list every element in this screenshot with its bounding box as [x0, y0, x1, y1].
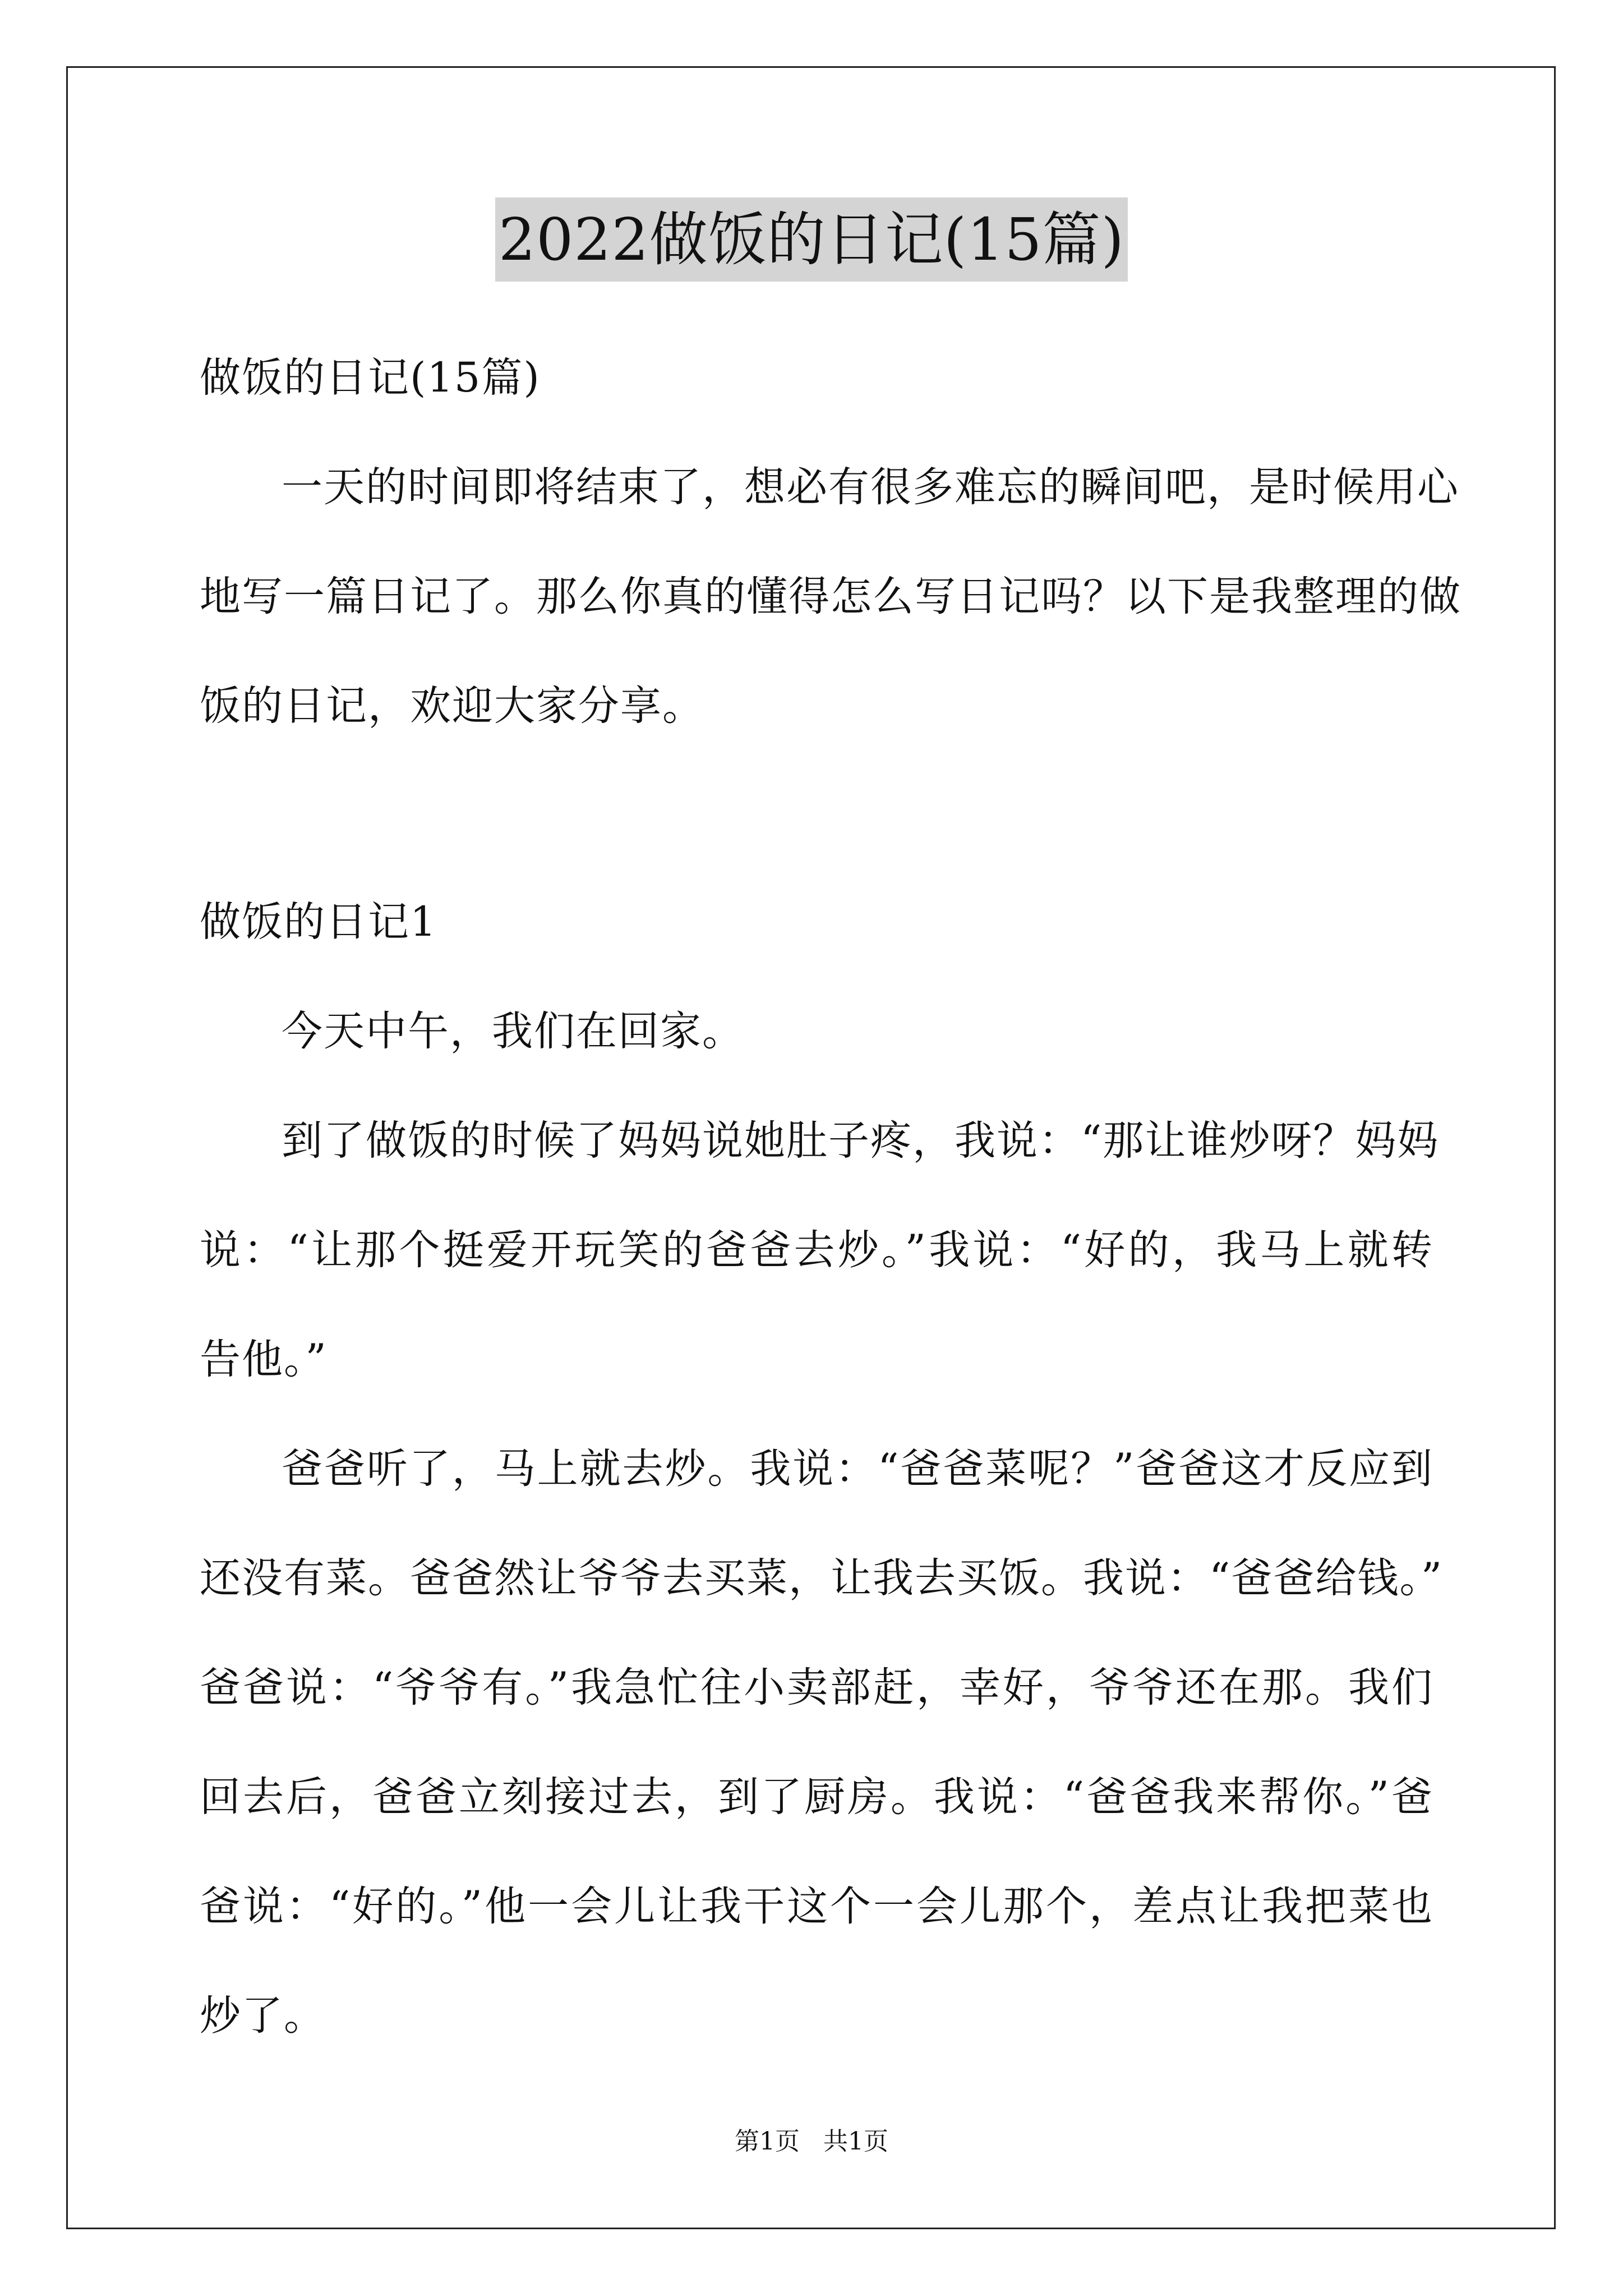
- title-wrapper: [0, 197, 1623, 282]
- text-line-content: 做饭的日记(15篇): [200, 354, 541, 402]
- text-line: [200, 1211, 1456, 1320]
- document-body: [200, 339, 1461, 2086]
- text-line-content: 炒了。: [200, 1992, 326, 2040]
- text-line-content: 爸爸说：“爷爷有。”我急忙往小卖部赶，幸好，爷爷还在那。我们: [200, 1664, 1433, 1711]
- text-line-content: 做饭的日记1: [200, 898, 437, 946]
- text-line-content: 回去后，爸爸立刻接过去，到了厨房。我说：“爸爸我来帮你。”爸: [200, 1773, 1433, 1821]
- text-line: [200, 1539, 1456, 1649]
- text-line: [200, 1320, 1456, 1430]
- text-line: [200, 1758, 1456, 1867]
- text-line-content: 到了做饭的时候了妈妈说她肚子疼，我说：“那让谁炒呀？妈妈: [282, 1117, 1440, 1165]
- text-line: [200, 667, 1456, 883]
- text-line: [200, 992, 1456, 1102]
- text-line: [200, 339, 1456, 448]
- page-footer: 第1页 共1页: [735, 2127, 888, 2156]
- text-line-content: 一天的时间即将结束了，想必有很多难忘的瞬间吧，是时候用心: [282, 463, 1459, 511]
- text-line-content: 告他。”: [200, 1336, 328, 1383]
- text-line: [200, 1430, 1456, 1539]
- text-line: [200, 1649, 1456, 1758]
- text-line: [200, 558, 1461, 667]
- text-line-content: 说：“让那个挺爱开玩笑的爸爸去炒。”我说：“好的，我马上就转: [200, 1226, 1433, 1274]
- text-line: [200, 1977, 1456, 2086]
- text-line-content: 还没有菜。爸爸然让爷爷去买菜，让我去买饭。我说：“爸爸给钱。”: [200, 1554, 1444, 1602]
- text-line: [200, 448, 1459, 558]
- text-line: [200, 883, 1456, 992]
- text-line-content: 爸说：“好的。”他一会儿让我干这个一会儿那个，差点让我把菜也: [200, 1883, 1433, 1930]
- text-line: [200, 1102, 1456, 1211]
- text-line: [200, 1867, 1456, 1977]
- text-line-content: 爸爸听了，马上就去炒。我说：“爸爸菜呢？”爸爸这才反应到: [282, 1445, 1433, 1493]
- text-line-content: 饭的日记，欢迎大家分享。: [200, 682, 704, 730]
- text-line-content: 地写一篇日记了。那么你真的懂得怎么写日记吗？以下是我整理的做: [200, 573, 1461, 620]
- text-line-content: 今天中午，我们在回家。: [282, 1007, 744, 1055]
- document-title: 2022做饭的日记(15篇): [495, 197, 1128, 282]
